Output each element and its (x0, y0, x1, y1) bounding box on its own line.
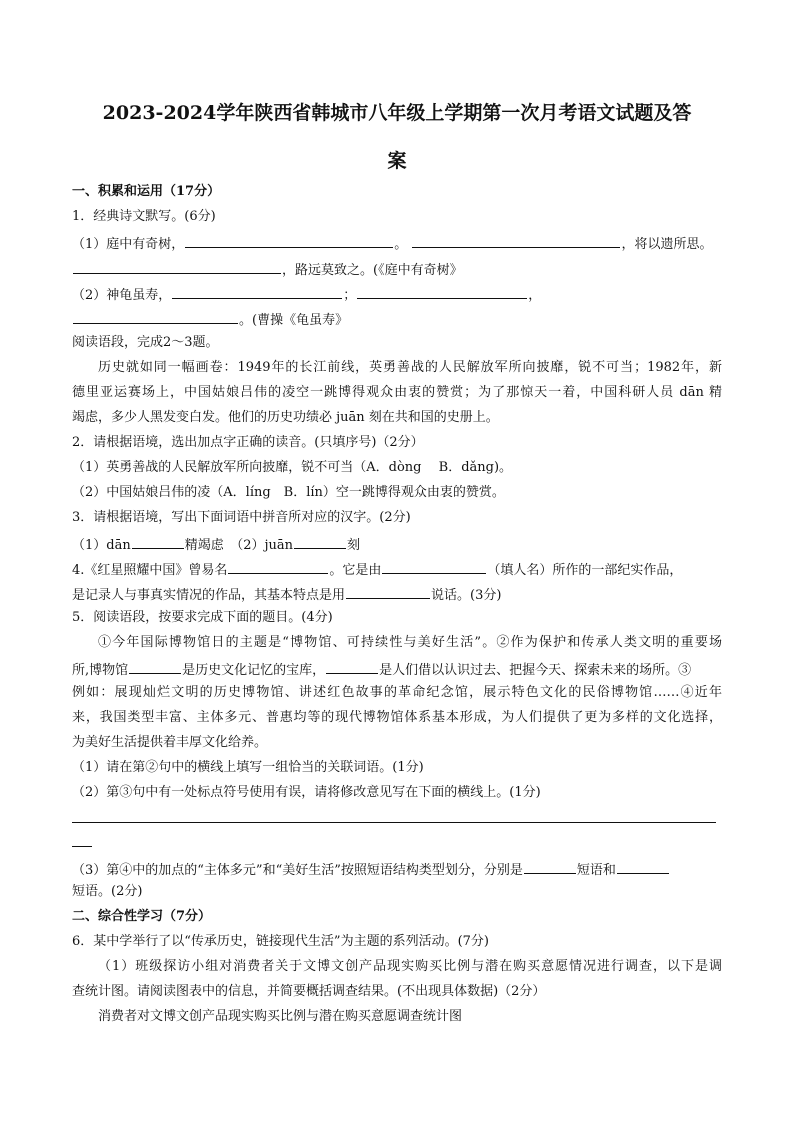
answer-blank[interactable] (617, 859, 669, 874)
q5-text-l2a: 所,博物馆 (72, 663, 129, 678)
reading-intro: 阅读语段，完成2～3题。 (72, 335, 219, 350)
q5-sub2: （2）第③句中有一处标点符号使用有误，请将修改意见写在下面的横线上。(1分) (72, 785, 541, 800)
q5-text-s3a: （3）第④中的加点的“主体多元”和“美好生活”按照短语结构类型划分，分别是 (72, 863, 523, 878)
answer-blank[interactable] (172, 284, 342, 299)
answer-blank[interactable] (412, 233, 620, 248)
q3-text-c: 刻 (347, 538, 361, 553)
q2-stem: 2．请根据语境，选出加点字正确的读音。(只填序号)（2分） (72, 435, 424, 450)
q1-p2-text-a: （2）神龟虽寿， (72, 288, 172, 303)
q5-stem: 5．阅读语段，按要求完成下面的题目。(4分) (72, 610, 333, 625)
answer-blank[interactable] (357, 284, 527, 299)
answer-blank[interactable] (294, 534, 346, 549)
q5-passage-line4: 来，我国类型丰富、主体多元、普惠均等的现代博物馆体系基本形成，为人们提供了更为多样的文化选择， (72, 710, 722, 725)
page-title-line1: 2023-2024学年陕西省韩城市八年级上学期第一次月考语文试题及答 (102, 102, 692, 124)
chart-caption: 消费者对文博文创产品现实购买比例与潜在购买意愿调查统计图 (98, 1009, 463, 1024)
passage-line2: 德里亚运赛场上，中国姑娘吕伟的凌空一跳博得观众由衷的赞赏；为了那惊天一着，中国科研人员 dān 精 (72, 385, 722, 400)
q5-sub3-line1 (72, 859, 670, 880)
section2-heading: 二、综合性学习（7分） (72, 909, 212, 924)
q5-passage-line5: 为美好生活提供着丰厚文化给养。 (72, 735, 268, 750)
q1-p1-text-d: ，路远莫致之。(《庭中有奇树》 (282, 263, 463, 278)
q2-option1: （1）英勇善战的人民解放军所向披靡，锐不可当（A．dòng B．dǎng)。 (72, 460, 513, 475)
q6-stem: 6．某中学举行了以“传承历史，链接现代生活”为主题的系列活动。(7分) (72, 934, 489, 949)
page-title-line2: 案 (387, 150, 407, 172)
answer-blank[interactable] (326, 659, 378, 674)
q1-p2-text-b: ； (343, 288, 357, 303)
q3-text-b: 精竭虑 （2）juān (184, 538, 294, 553)
q5-sub1: （1）请在第②句中的横线上填写一组恰当的关联词语。(1分) (72, 760, 424, 775)
q1-p2-text-c: ， (528, 288, 542, 303)
q5-passage-line1: ①今年国际博物馆日的主题是“博物馆、可持续性与美好生活”。②作为保护和传承人类文明的重要场 (98, 635, 722, 650)
passage-line1: 历史就如同一幅画卷：1949年的长江前线，英勇善战的人民解放军所向披靡，锐不可当；1982年，新 (98, 360, 722, 375)
q5-text-s3b: 短语和 (576, 863, 616, 878)
q2-option2: （2）中国姑娘吕伟的凌（A．líng B．lín）空一跳博得观众由衷的赞赏。 (72, 485, 505, 500)
q5-text-l2c: 是人们借以认识过去、把握今天、探索未来的场所。③ (379, 663, 692, 678)
q1-p1-text-c: ，将以遗所思。 (621, 237, 713, 252)
q1-p2-text-d: 。(曹操《龟虽寿》 (239, 313, 349, 328)
answer-blank[interactable] (73, 309, 238, 324)
answer-blank[interactable] (228, 559, 328, 574)
answer-blank[interactable] (524, 859, 576, 874)
q1-part2-line (72, 284, 541, 305)
answer-blank[interactable] (129, 659, 181, 674)
q4-text-e: 说话。(3分) (431, 588, 502, 603)
passage-line3: 竭虑，多少人黑发变白发。他们的历史功绩必 juān 刻在共和国的史册上。 (72, 410, 499, 425)
q5-sub3-line2: 短语。(2分) (72, 884, 143, 899)
answer-line[interactable] (72, 822, 716, 823)
q6-part1-line1: （1）班级探访小组对消费者关于文博文创产品现实购买比例与潜在购买意愿情况进行调查，以下是调 (98, 959, 722, 974)
q4-text-b: 。它是由 (329, 563, 382, 578)
section1-heading: 一、积累和运用（17分） (72, 184, 221, 199)
q1-p1-text-a: （1）庭中有奇树， (72, 237, 185, 252)
q4-text-a: 4.《红星照耀中国》曾易名 (72, 563, 228, 578)
q1-part2-line2 (72, 309, 348, 330)
q5-passage-line3: 例如：展现灿烂文明的历史博物馆、讲述红色故事的革命纪念馆，展示特色文化的民俗博物馆……④近年 (72, 685, 722, 700)
q1-part1-line (72, 233, 712, 254)
q3-line (72, 534, 360, 555)
answer-line-end (72, 846, 92, 847)
answer-blank[interactable] (73, 259, 281, 274)
answer-blank[interactable] (132, 534, 184, 549)
q3-text-a: （1）dān (72, 538, 131, 553)
q1-p1-text-b: 。 (394, 237, 408, 252)
q1-part1-line2 (72, 259, 463, 280)
answer-blank[interactable] (185, 233, 393, 248)
q6-part1-line2: 查统计图。请阅读图表中的信息，并简要概括调查结果。(不出现具体数据)（2分） (72, 984, 546, 999)
answer-blank[interactable] (382, 559, 486, 574)
q1-stem: 1．经典诗文默写。(6分) (72, 209, 216, 224)
q5-text-l2b: 是历史文化记忆的宝库， (182, 663, 326, 678)
q3-stem: 3．请根据语境，写出下面词语中拼音所对应的汉字。(2分) (72, 510, 411, 525)
q4-text-d: 是记录人与事真实情况的作品，其基本特点是用 (72, 588, 346, 603)
q4-line1 (72, 559, 682, 580)
q4-line2 (72, 584, 501, 605)
answer-blank[interactable] (346, 584, 430, 599)
q5-passage-line2 (72, 659, 691, 680)
q4-text-c: （填人名）所作的一部纪实作品， (487, 563, 683, 578)
